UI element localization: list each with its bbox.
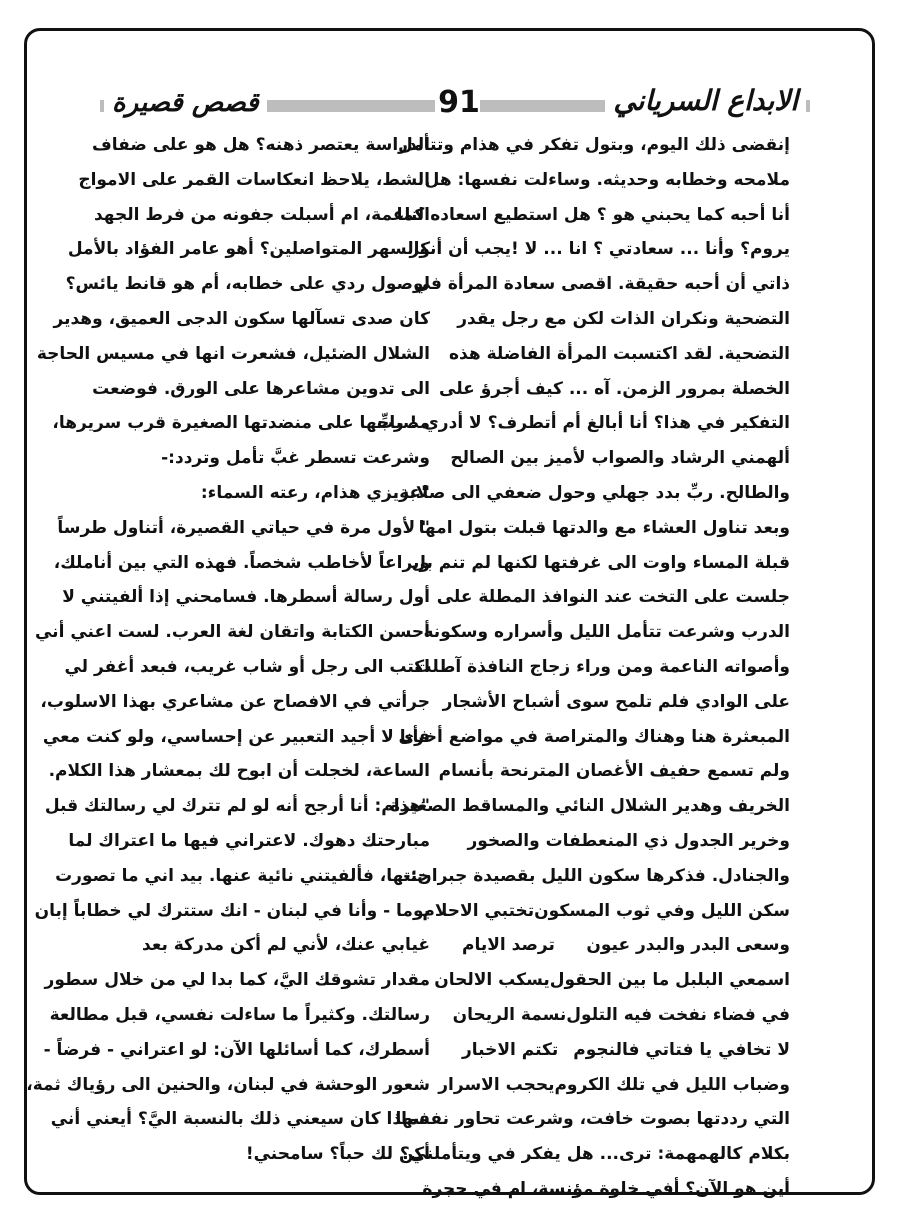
text-line: يروم؟ وأنا ... سعادتي ؟ انا ... لا !يجب أن أنكر bbox=[409, 239, 790, 260]
text-line: أنا أحبه كما يحبني هو ؟ هل استطيع اسعاده كما bbox=[396, 204, 790, 225]
text-line: لوصول ردي على خطابه، أم هو قانط يائس؟ bbox=[65, 274, 430, 295]
poem-line bbox=[462, 928, 790, 963]
text-line: أحسن الكتابة واتقان لغة العرب. لست اعني أني bbox=[34, 622, 430, 643]
text-line: ولم تسمع حفيف الأغصان المترنحة بأنسام bbox=[438, 761, 790, 782]
left-column bbox=[26, 128, 430, 1172]
right-column bbox=[376, 128, 790, 1207]
text-line: شعور الوحشة في لبنان، والحنين الى رؤياك ثمة، bbox=[26, 1074, 430, 1095]
text-line: أين هو الآن؟ أفي خلوة مؤنسة، ام في حجرة bbox=[422, 1178, 790, 1199]
text-line: جلست على التخت عند النوافذ المطلة على bbox=[436, 587, 790, 608]
text-line: التضحية. لقد اكتسبت المرأة الفاضلة هذه bbox=[449, 343, 790, 364]
poem-second-hemistich: تختبي الاحلام bbox=[422, 900, 535, 921]
text-line: الدرب وشرعت تتأمل الليل وأسراره وسكونه bbox=[423, 622, 790, 643]
poem-line bbox=[438, 1068, 790, 1103]
poem-second-hemistich: ترصد الايام bbox=[462, 935, 555, 956]
text-line: على الوادي فلم تلمح سوى أشباح الأشجار bbox=[442, 691, 790, 712]
text-line: الناعمة، ام أسبلت جفونه من فرط الجهد bbox=[93, 204, 430, 225]
text-line: المبعثرة هنا وهناك والمتراصة في مواضع أخرى bbox=[398, 726, 790, 747]
poem-second-hemistich: تكتم الاخبار bbox=[462, 1039, 559, 1060]
page-number: 91 bbox=[438, 85, 480, 120]
text-line: الخصلة بمرور الزمن. آه ... كيف أجرؤ على bbox=[439, 378, 790, 399]
text-line: جئتها، فألفيتني نائية عنها. بيد اني ما تصورت bbox=[55, 865, 430, 886]
poem-second-hemistich: يحجب الاسرار bbox=[438, 1074, 555, 1095]
magazine-title: الابداع السرياني bbox=[605, 84, 806, 118]
text-line: التفكير في هذا؟ أنا أبالغ أم أتطرف؟ لا أدري ! ربِّ bbox=[376, 413, 790, 434]
text-line: فأنا لا أجيد التعبير عن إحساسي، ولو كنت معي bbox=[42, 726, 430, 747]
text-line: "هذام: أنا أرجح أنه لو لم تترك لي رسالتك قبل bbox=[44, 796, 430, 817]
text-line: أسطرك، كما أسائلها الآن: لو اعتراني - فرضاً - bbox=[43, 1039, 430, 1060]
poem-first-hemistich: وسعى البدر والبدر عيون bbox=[586, 935, 790, 956]
text-line: والسهر المتواصلين؟ أهو عامر الفؤاد بالأمل bbox=[67, 239, 430, 260]
text-line: الى تدوين مشاعرها على الورق. فوضعت bbox=[92, 378, 430, 399]
text-line: بكلام كالهمهمة: ترى... هل يفكر في ويتأملني؟ bbox=[399, 1144, 790, 1165]
poem-line bbox=[422, 894, 790, 929]
text-line: والطالح. ربِّ بدد جهلي وحول ضعفي الى صلابة. bbox=[392, 482, 790, 503]
text-line: ويراعاً لأخاطب شخصاً. فهذه التي بين أناملك، bbox=[53, 552, 430, 573]
text-line: التضحية ونكران الذات لكن مع رجل يقدر bbox=[457, 308, 790, 329]
text-line: الساعة، لخجلت أن ابوح لك بمعشار هذا الكلام. bbox=[48, 761, 430, 782]
poem-second-hemistich: يسكب الالحان bbox=[434, 970, 550, 991]
text-line: كان صدى تسآلها سكون الدجى العميق، وهدير bbox=[53, 308, 430, 329]
text-line: التي رددتها بصوت خافت، وشرعت تحاور نفسها bbox=[395, 1109, 790, 1130]
text-line: الشط، يلاحظ انعكاسات القمر على الامواج bbox=[78, 169, 430, 190]
text-line: اكتب الى رجل أو شاب غريب، فبعد أغفر لي bbox=[64, 656, 430, 677]
poem-first-hemistich: اسمعي البلبل ما بين الحقول bbox=[549, 970, 790, 991]
poem-second-hemistich: نسمة الريحان bbox=[452, 1004, 567, 1025]
text-line: مقدار تشوقك اليَّ، كما بدا لي من خلال سطور bbox=[44, 970, 430, 991]
text-line: وبعد تناول العشاء مع والدتها قبلت بتول امها bbox=[418, 517, 790, 538]
text-line: جرأتي في الافصاح عن مشاعري بهذا الاسلوب، bbox=[40, 691, 430, 712]
text-line: ملامحه وخطابه وحديثه. وساءلت نفسها: هل bbox=[424, 169, 790, 190]
text-line: وخرير الجدول ذي المنعطفات والصخور bbox=[467, 830, 790, 851]
text-line: ألهمني الرشاد والصواب لأميز بين الصالح bbox=[450, 448, 790, 469]
text-line: أكن لك حباً؟ سامحني! bbox=[245, 1144, 430, 1165]
text-line: الخريف وهدير الشلال النائي والمساقط الصغيرة bbox=[390, 796, 790, 817]
section-title: قصص قصيرة bbox=[104, 86, 267, 120]
text-line: الشلال الضئيل، فشعرت انها في مسيس الحاجة bbox=[36, 343, 430, 364]
text-line: إنقضى ذلك اليوم، وبتول تفكر في هذام وتتأمل bbox=[397, 135, 790, 155]
text-line: وشرعت تسطر غبَّ تأمل وتردد:- bbox=[161, 448, 430, 469]
text-line: وأصواته الناعمة ومن وراء زجاج النافذة آطلت bbox=[414, 656, 790, 677]
poem-first-hemistich: وضباب الليل في تلك الكروم bbox=[554, 1074, 790, 1095]
poem-line bbox=[462, 1033, 790, 1068]
page-header bbox=[100, 80, 810, 126]
poem-first-hemistich: لا تخافي يا فتاتي فالنجوم bbox=[573, 1039, 790, 1060]
text-line: يوما - وأنا في لبنان - انك ستترك لي خطاباً إبان bbox=[34, 900, 430, 921]
text-line: أول رسالة أسطرها. فسامحني إذا ألفيتني لا bbox=[62, 587, 430, 608]
text-line: " لأول مرة في حياتي القصيرة، أتناول طرساً bbox=[57, 517, 430, 538]
text-line: والجنادل. فذكرها سكون الليل بقصيدة جبران:- bbox=[403, 865, 790, 886]
text-line: رسالتك. وكثيراً ما ساءلت نفسي، قبل مطالعة bbox=[49, 1004, 430, 1025]
text-line: ذاتي أن أحبه حقيقة. اقصى سعادة المرأة في bbox=[413, 274, 790, 295]
text-line: "عزيزي هذام، رعته السماء: bbox=[200, 482, 430, 503]
poem-first-hemistich: في فضاء نفخت فيه التلول bbox=[566, 1004, 790, 1025]
text-line: الدراسة يعتصر ذهنه؟ هل هو على ضفاف bbox=[92, 135, 430, 155]
text-line: مبارحتك دهوك. لاعتراني فيها ما اعتراك لما bbox=[68, 830, 430, 851]
text-line: فماذا كان سيعني ذلك بالنسبة اليَّ؟ أيعني أني bbox=[50, 1109, 430, 1130]
poem-first-hemistich: سكن الليل وفي ثوب المسكون bbox=[534, 900, 790, 921]
poem-line bbox=[434, 963, 790, 998]
poem-line bbox=[452, 998, 790, 1033]
text-line: غيابي عنك، لأني لم أكن مدركة بعد bbox=[142, 935, 430, 956]
text-line: قبلة المساء واوت الى غرفتها لكنها لم تنم بل bbox=[411, 552, 790, 573]
text-line: مصباحها على منضدتها الصغيرة قرب سريرها، bbox=[52, 413, 430, 434]
